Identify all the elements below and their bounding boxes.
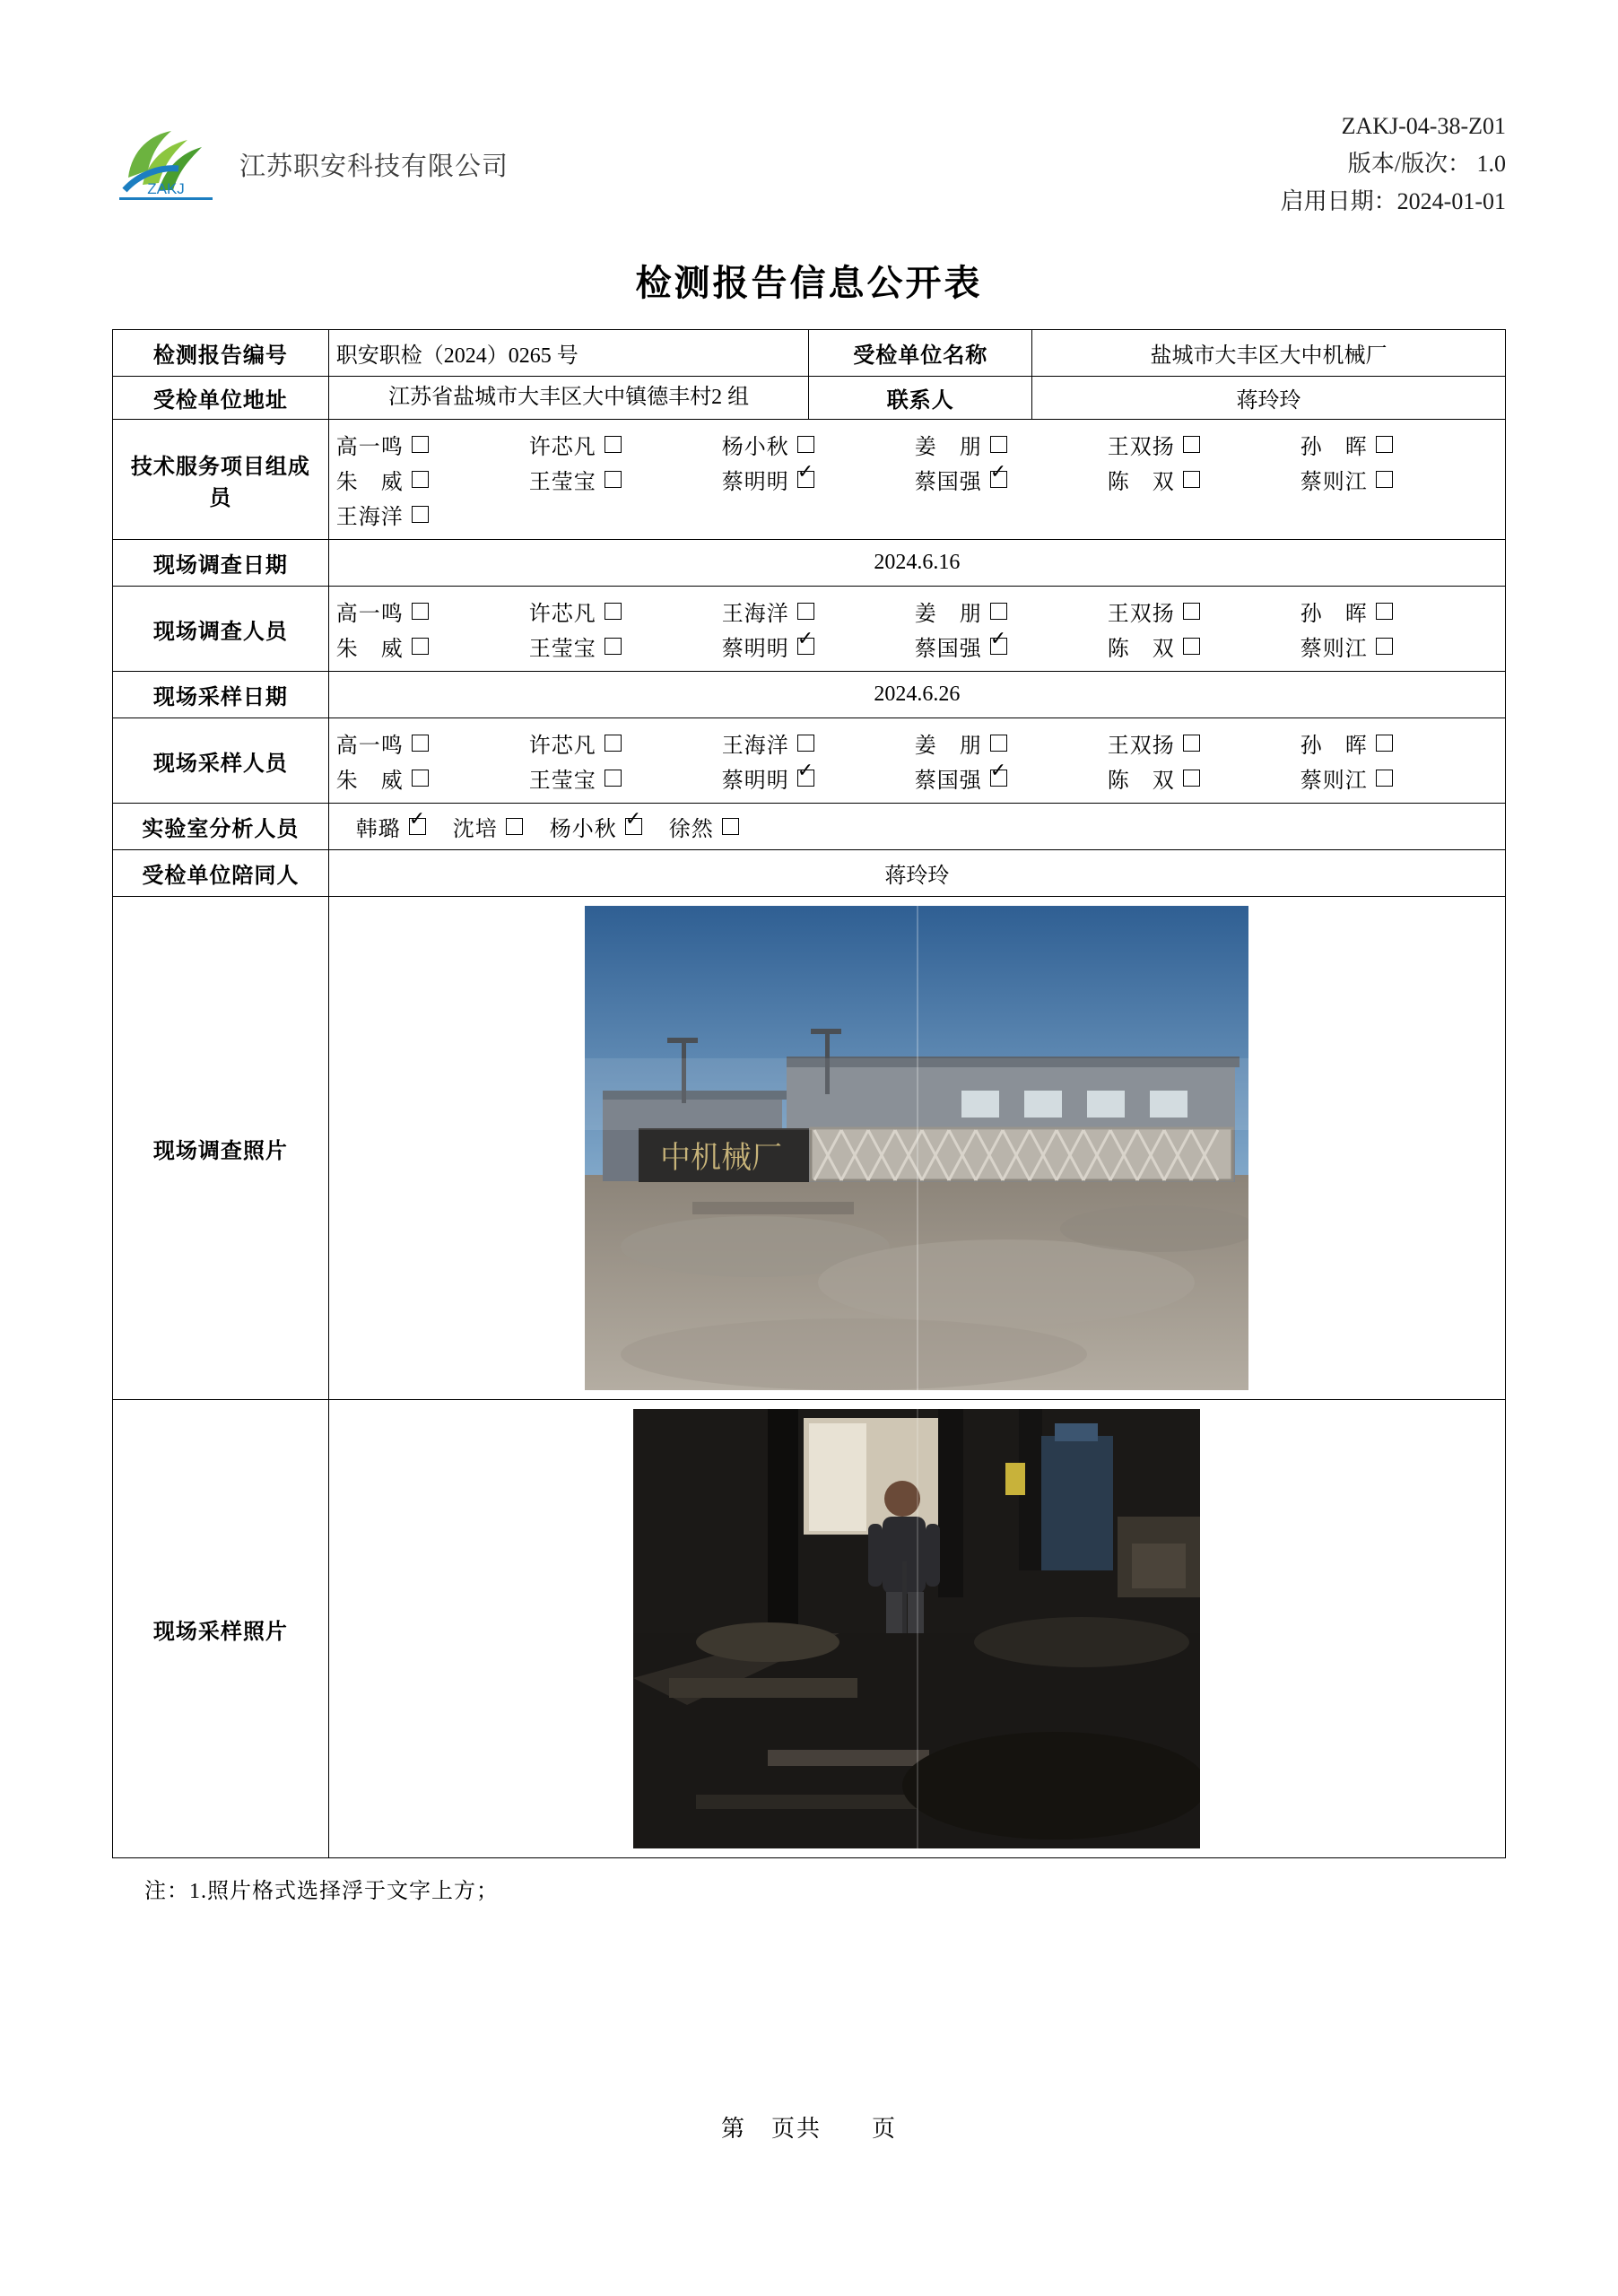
checkbox-icon[interactable] bbox=[605, 638, 622, 655]
staff-name: 王双扬 bbox=[1107, 436, 1175, 459]
contact-value: 蒋玲玲 bbox=[1031, 377, 1505, 420]
team-members-label: 技术服务项目组成员 bbox=[113, 420, 329, 540]
staff-checkbox-item[interactable] bbox=[722, 596, 915, 627]
document-number: ZAKJ-04-38-Z01 bbox=[1341, 113, 1506, 139]
staff-checkbox-item[interactable] bbox=[722, 429, 915, 460]
checkbox-icon[interactable] bbox=[412, 603, 429, 620]
staff-name: 许芯凡 bbox=[528, 603, 596, 626]
staff-name: 蔡则江 bbox=[1300, 638, 1368, 661]
survey-photo bbox=[336, 902, 1498, 1394]
checkbox-icon[interactable] bbox=[1376, 638, 1393, 655]
sampling-photo-label: 现场采样照片 bbox=[113, 1400, 329, 1858]
survey-photo-image bbox=[585, 906, 1248, 1390]
sampling-staff-checklist[interactable] bbox=[328, 718, 1505, 804]
checkbox-icon[interactable] bbox=[1376, 471, 1393, 488]
staff-checkbox-item[interactable] bbox=[1108, 727, 1300, 759]
survey-date-value: 2024.6.16 bbox=[328, 540, 1505, 587]
checkbox-icon[interactable] bbox=[412, 735, 429, 752]
staff-checkbox-item[interactable] bbox=[356, 811, 426, 842]
sampling-photo bbox=[336, 1405, 1498, 1852]
table-row bbox=[113, 330, 1506, 377]
staff-checkbox-item[interactable] bbox=[336, 464, 529, 495]
checkbox-checked-icon[interactable] bbox=[409, 818, 426, 835]
staff-checkbox-item[interactable] bbox=[1300, 631, 1393, 662]
team-members-row bbox=[336, 499, 1498, 530]
survey-staff-row bbox=[336, 631, 1498, 662]
staff-name: 蔡明明 bbox=[721, 471, 789, 494]
staff-name: 朱 威 bbox=[335, 471, 404, 494]
survey-date-label: 现场调查日期 bbox=[113, 540, 329, 587]
checkbox-checked-icon[interactable] bbox=[990, 770, 1007, 787]
staff-checkbox-item[interactable] bbox=[1108, 596, 1300, 627]
staff-checkbox-item[interactable] bbox=[1300, 429, 1393, 460]
escort-label: 受检单位陪同人 bbox=[113, 850, 329, 897]
staff-name: 杨小秋 bbox=[549, 818, 617, 841]
table-row bbox=[113, 540, 1506, 587]
staff-checkbox-item[interactable] bbox=[529, 727, 722, 759]
staff-name: 许芯凡 bbox=[528, 735, 596, 758]
staff-checkbox-item[interactable] bbox=[453, 811, 523, 842]
staff-checkbox-item[interactable] bbox=[722, 464, 915, 495]
checkbox-icon[interactable] bbox=[412, 506, 429, 523]
staff-checkbox-item[interactable] bbox=[915, 429, 1108, 460]
company-name: 江苏职安科技有限公司 bbox=[239, 152, 509, 181]
staff-name: 杨小秋 bbox=[721, 436, 789, 459]
staff-checkbox-item[interactable] bbox=[336, 596, 529, 627]
checkbox-icon[interactable] bbox=[412, 471, 429, 488]
staff-checkbox-item[interactable] bbox=[336, 762, 529, 794]
checkbox-checked-icon[interactable] bbox=[797, 770, 814, 787]
staff-name: 王海洋 bbox=[721, 735, 789, 758]
contact-label: 联系人 bbox=[809, 377, 1031, 420]
checkbox-icon[interactable] bbox=[1183, 770, 1200, 787]
company-block bbox=[112, 99, 509, 213]
sampling-photo-image bbox=[633, 1409, 1200, 1848]
staff-name: 王双扬 bbox=[1107, 735, 1175, 758]
page-title: 检测报告信息公开表 bbox=[635, 263, 983, 303]
staff-name: 王海洋 bbox=[335, 506, 404, 529]
checkbox-icon[interactable] bbox=[1183, 436, 1200, 453]
checkbox-checked-icon[interactable] bbox=[625, 818, 642, 835]
report-info-table bbox=[112, 329, 1506, 1858]
table-row bbox=[113, 377, 1506, 420]
staff-name: 朱 威 bbox=[335, 638, 404, 661]
staff-checkbox-item[interactable] bbox=[529, 429, 722, 460]
staff-checkbox-item[interactable] bbox=[529, 631, 722, 662]
staff-checkbox-item[interactable] bbox=[1300, 762, 1393, 794]
survey-photo-label: 现场调查照片 bbox=[113, 897, 329, 1400]
header-meta bbox=[1281, 99, 1506, 221]
lab-staff-checklist bbox=[336, 811, 1498, 842]
sampling-date-value: 2024.6.26 bbox=[328, 672, 1505, 718]
staff-name: 蔡国强 bbox=[914, 770, 982, 793]
staff-name: 孙 晖 bbox=[1300, 603, 1368, 626]
sampling-photo-cell bbox=[328, 1400, 1505, 1858]
staff-name: 韩璐 bbox=[355, 818, 401, 841]
staff-name: 陈 双 bbox=[1107, 638, 1175, 661]
staff-checkbox-item[interactable] bbox=[550, 811, 642, 842]
checkbox-icon[interactable] bbox=[1183, 471, 1200, 488]
staff-name: 孙 晖 bbox=[1300, 436, 1368, 459]
page-footer: 第 页共 页 bbox=[720, 2116, 897, 2142]
staff-checkbox-item[interactable] bbox=[1108, 464, 1300, 495]
report-no-label: 检测报告编号 bbox=[113, 330, 329, 377]
checkbox-icon[interactable] bbox=[1183, 735, 1200, 752]
staff-name: 蔡明明 bbox=[721, 638, 789, 661]
staff-checkbox-item[interactable] bbox=[1108, 429, 1300, 460]
staff-name: 高一鸣 bbox=[335, 436, 404, 459]
checkbox-icon[interactable] bbox=[605, 471, 622, 488]
staff-checkbox-item[interactable] bbox=[915, 464, 1108, 495]
staff-checkbox-item[interactable] bbox=[915, 727, 1108, 759]
checkbox-checked-icon[interactable] bbox=[990, 638, 1007, 655]
staff-name: 徐然 bbox=[668, 818, 714, 841]
staff-name: 姜 朋 bbox=[914, 735, 982, 758]
company-logo-icon bbox=[112, 115, 220, 213]
client-address-label: 受检单位地址 bbox=[113, 377, 329, 420]
staff-name: 王莹宝 bbox=[528, 638, 596, 661]
survey-photo-cell bbox=[328, 897, 1505, 1400]
staff-name: 王双扬 bbox=[1107, 603, 1175, 626]
staff-checkbox-item[interactable] bbox=[336, 429, 529, 460]
checkbox-icon[interactable] bbox=[412, 770, 429, 787]
checkbox-icon[interactable] bbox=[605, 735, 622, 752]
gate-sign-text: 中机械厂 bbox=[660, 1142, 783, 1175]
team-members-row bbox=[336, 429, 1498, 460]
staff-checkbox-item[interactable] bbox=[915, 596, 1108, 627]
checkbox-icon[interactable] bbox=[412, 638, 429, 655]
staff-name: 蔡则江 bbox=[1300, 770, 1368, 793]
sampling-staff-row bbox=[336, 727, 1498, 759]
staff-checkbox-item[interactable] bbox=[529, 596, 722, 627]
staff-checkbox-item[interactable] bbox=[1300, 596, 1393, 627]
staff-checkbox-item[interactable] bbox=[529, 464, 722, 495]
table-row bbox=[113, 1400, 1506, 1858]
staff-name: 陈 双 bbox=[1107, 471, 1175, 494]
checkbox-icon[interactable] bbox=[990, 436, 1007, 453]
checkbox-icon[interactable] bbox=[990, 603, 1007, 620]
lab-staff-label: 实验室分析人员 bbox=[113, 804, 329, 850]
client-address-value: 江苏省盐城市大丰区大中镇德丰村2 组 bbox=[328, 377, 809, 420]
staff-checkbox-item[interactable] bbox=[722, 762, 915, 794]
staff-checkbox-item[interactable] bbox=[1300, 727, 1393, 759]
staff-name: 陈 双 bbox=[1107, 770, 1175, 793]
table-note: 注：1.照片格式选择浮于文字上方； bbox=[144, 1880, 499, 1903]
team-members-checklist[interactable] bbox=[328, 420, 1505, 540]
sampling-staff-label: 现场采样人员 bbox=[113, 718, 329, 804]
staff-checkbox-item[interactable] bbox=[1108, 631, 1300, 662]
checkbox-icon[interactable] bbox=[722, 818, 739, 835]
staff-checkbox-item[interactable] bbox=[915, 631, 1108, 662]
document-version: 版本/版次： 1.0 bbox=[1347, 151, 1506, 178]
staff-name: 孙 晖 bbox=[1300, 735, 1368, 758]
checkbox-icon[interactable] bbox=[990, 735, 1007, 752]
staff-checkbox-item[interactable] bbox=[529, 762, 722, 794]
checkbox-icon[interactable] bbox=[797, 603, 814, 620]
staff-name: 王莹宝 bbox=[528, 770, 596, 793]
staff-name: 姜 朋 bbox=[914, 436, 982, 459]
staff-checkbox-item[interactable] bbox=[722, 727, 915, 759]
staff-checkbox-item[interactable] bbox=[915, 762, 1108, 794]
staff-checkbox-item[interactable] bbox=[336, 727, 529, 759]
page-header bbox=[112, 99, 1506, 215]
staff-checkbox-item[interactable] bbox=[722, 631, 915, 662]
staff-name: 蔡明明 bbox=[721, 770, 789, 793]
checkbox-icon[interactable] bbox=[1376, 436, 1393, 453]
client-name-value: 盐城市大丰区大中机械厂 bbox=[1031, 330, 1505, 377]
checkbox-icon[interactable] bbox=[1376, 770, 1393, 787]
checkbox-icon[interactable] bbox=[412, 436, 429, 453]
survey-staff-checklist[interactable] bbox=[328, 587, 1505, 672]
checkbox-icon[interactable] bbox=[605, 770, 622, 787]
escort-value: 蒋玲玲 bbox=[328, 850, 1505, 897]
sampling-date-label: 现场采样日期 bbox=[113, 672, 329, 718]
team-members-row bbox=[336, 464, 1498, 495]
table-row bbox=[113, 420, 1506, 540]
svg-text:ZAKJ: ZAKJ bbox=[147, 180, 185, 197]
survey-staff-row bbox=[336, 596, 1498, 627]
checkbox-checked-icon[interactable] bbox=[797, 638, 814, 655]
table-row bbox=[113, 587, 1506, 672]
staff-checkbox-item[interactable] bbox=[336, 499, 429, 530]
checkbox-icon[interactable] bbox=[1376, 603, 1393, 620]
checkbox-icon[interactable] bbox=[605, 436, 622, 453]
staff-name: 高一鸣 bbox=[335, 603, 404, 626]
effective-date: 启用日期：2024-01-01 bbox=[1280, 188, 1506, 215]
survey-staff-label: 现场调查人员 bbox=[113, 587, 329, 672]
table-row bbox=[113, 897, 1506, 1400]
checkbox-icon[interactable] bbox=[797, 735, 814, 752]
table-row bbox=[113, 672, 1506, 718]
staff-checkbox-item[interactable] bbox=[669, 811, 739, 842]
client-name-label: 受检单位名称 bbox=[809, 330, 1031, 377]
staff-checkbox-item[interactable] bbox=[1108, 762, 1300, 794]
report-no-value: 职安职检（2024）0265 号 bbox=[328, 330, 809, 377]
staff-name: 王莹宝 bbox=[528, 471, 596, 494]
staff-name: 蔡国强 bbox=[914, 638, 982, 661]
staff-name: 沈培 bbox=[452, 818, 498, 841]
sampling-staff-row bbox=[336, 762, 1498, 794]
checkbox-checked-icon[interactable] bbox=[797, 471, 814, 488]
checkbox-icon[interactable] bbox=[605, 603, 622, 620]
staff-checkbox-item[interactable] bbox=[1300, 464, 1393, 495]
staff-name: 高一鸣 bbox=[335, 735, 404, 758]
staff-name: 姜 朋 bbox=[914, 603, 982, 626]
staff-name: 朱 威 bbox=[335, 770, 404, 793]
checkbox-icon[interactable] bbox=[1183, 638, 1200, 655]
checkbox-icon[interactable] bbox=[797, 436, 814, 453]
lab-staff-cell[interactable] bbox=[328, 804, 1505, 850]
staff-name: 蔡则江 bbox=[1300, 471, 1368, 494]
staff-checkbox-item[interactable] bbox=[336, 631, 529, 662]
staff-name: 蔡国强 bbox=[914, 471, 982, 494]
checkbox-icon[interactable] bbox=[506, 818, 523, 835]
staff-name: 许芯凡 bbox=[528, 436, 596, 459]
staff-name: 王海洋 bbox=[721, 603, 789, 626]
table-row bbox=[113, 718, 1506, 804]
checkbox-icon[interactable] bbox=[1183, 603, 1200, 620]
table-row bbox=[113, 850, 1506, 897]
checkbox-checked-icon[interactable] bbox=[990, 471, 1007, 488]
table-row bbox=[113, 804, 1506, 850]
checkbox-icon[interactable] bbox=[1376, 735, 1393, 752]
